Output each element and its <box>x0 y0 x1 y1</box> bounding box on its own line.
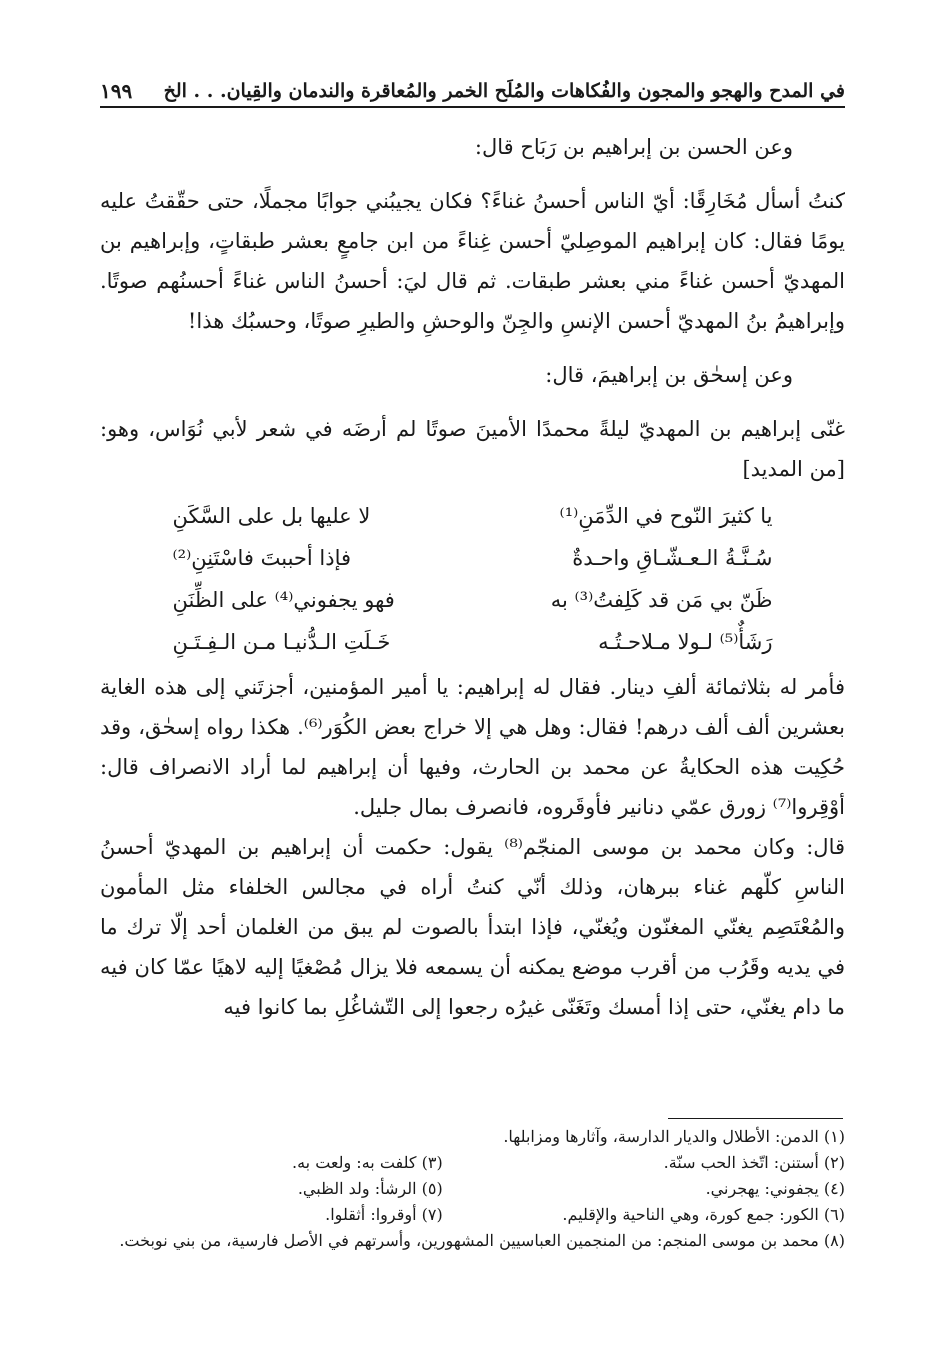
running-title: في المدح والهجو والمجون والفُكاهات والمُلَح الخمر والمُعاقرة والندمان والقِيان. . . الخ <box>163 80 845 102</box>
footnote-6: (٦) الكور: جمع كورة، وهي الناحية والإقليم. <box>562 1205 845 1224</box>
footnote-separator <box>668 1118 843 1119</box>
footnote-3: (٣) كلفت به: ولعت به. <box>291 1153 443 1172</box>
paragraph-3: وعن إسحٰق بن إبراهيمَ، قال: <box>545 363 793 387</box>
poem-verse-1-second: لا عليها بل على السَّكَنِ <box>172 504 371 528</box>
main-text <box>100 127 845 1027</box>
footnote-8: (٨) محمد بن موسى المنجم: من المنجمين العباسيين المشهورين، وأسرتهم في الأصل فارسية، من بني نوبخت. <box>119 1231 845 1250</box>
footnote-5: (٥) الرشأ: ولد الظبي. <box>297 1179 443 1198</box>
paragraph-2: كنتُ أسأل مُخَارِقًا: أيّ الناس أحسنُ غناءً؟ فكان يجيبُني جوابًا مجملًا، حتى حقّقتُ عليه يومًا فقال: كان إبراهيم الموصِليّ أحسن غِناءً من ابن جامعٍ بعشر طبقاتٍ، وإبراهيم بن المهديّ أحسن غناءً مني بعشر طبقات. ثم قال ليَ: أحسنُ الناس غناءً أحسنُهم صوتًا. وإبراهيمُ بنُ المهديّ أحسن الإنسِ والجِنّ والوحشِ والطيرِ صوتًا، وحسبُك هذا! <box>100 189 845 333</box>
poem-verse-1-first: يا كثيرَ النّوح في الدِّمَنِ⁽¹⁾ <box>559 504 773 528</box>
paragraph-5: فأمر له بثلاثمائة ألفِ دينار. فقال له إبراهيم: يا أمير المؤمنين، أجزتَني إلى هذه الغاية بعشرين ألف ألف درهم! فقال: وهل هي إلا خراج بعض الكُوَر⁽⁶⁾. هكذا رواه إسحٰق، وقد حُكِيت هذه الحكايةُ عن محمد بن الحارث، وفيها أن إبراهيم لما أراد الانصراف قال: أوْقِروا⁽⁷⁾ زورق عمّي دنانير فأوقَروه، فانصرف بمال جليل. <box>100 675 845 819</box>
footnote-4: (٤) يجفوني: يهجرني. <box>705 1179 845 1198</box>
footnote-1: (١) الدمن: الأطلال والديار الدارسة، وآثارها ومزابلها. <box>503 1127 845 1146</box>
poem-verse-4-second: خَـلَتِ الـدُّنيـا مـن الـفِـتَـنِ <box>172 630 391 654</box>
poem-verse-2-first: سُـنَّـةُ الـعـشّـاقِ واحـدةٌ <box>572 546 773 570</box>
poem-verse-2-second: فإذا أحببتَ فاسْتَنِنِ⁽²⁾ <box>172 546 352 570</box>
poem-verse-3-first: ظَنّ بي مَن قد كَلِفتُ⁽³⁾ به <box>550 588 773 612</box>
paragraph-6: قال: وكان محمد بن موسى المنجّم⁽⁸⁾ يقول: حكمت أن إبراهيم بن المهديّ أحسنُ الناسِ كلّهم غناء ببرهان، وذلك أنّي كنتُ أراه في مجالس الخلفاء مثل المأمون والمُعْتَصِم يغنّي المغنّون ويُغنّي، فإذا ابتدأ بالصوت لم يبق من الغلمان أحد إلّا ترك ما في يديه وقَرُب من أقرب موضع يمكنه أن يسمعه فلا يزال مُصْغيًا إليه لاهيًا عمّا كان فيه ما دام يغنّي، حتى إذا أمسك وتَغَنّى غيرُه رجعوا إلى التّشاغُلِ بما كانوا فيه <box>100 835 846 1019</box>
poem-verse-3-second: فهو يجفوني⁽⁴⁾ على الظِّنَنِ <box>172 588 395 612</box>
paragraph-1: وعن الحسن بن إبراهيم بن رَبَاح قال: <box>474 135 793 159</box>
poem-verse-4-first: رَشَأٌ⁽⁵⁾ لـولا مـلاحـتُـه <box>598 630 773 654</box>
page-number: ١٩٩ <box>100 79 133 103</box>
footnote-7: (٧) أوقروا: أثقلوا. <box>325 1205 443 1224</box>
running-header <box>100 76 845 108</box>
footnote-2: (٢) أستنن: اتّخذ الحب سنّة. <box>663 1153 845 1172</box>
poem <box>173 495 773 663</box>
paragraph-4: غنّى إبراهيم بن المهديّ ليلةً محمدًا الأمينَ صوتًا لم أرضَه في شعر لأبي نُوَاس، وهو: [من المديد] <box>100 417 845 481</box>
footnotes <box>100 1124 845 1254</box>
